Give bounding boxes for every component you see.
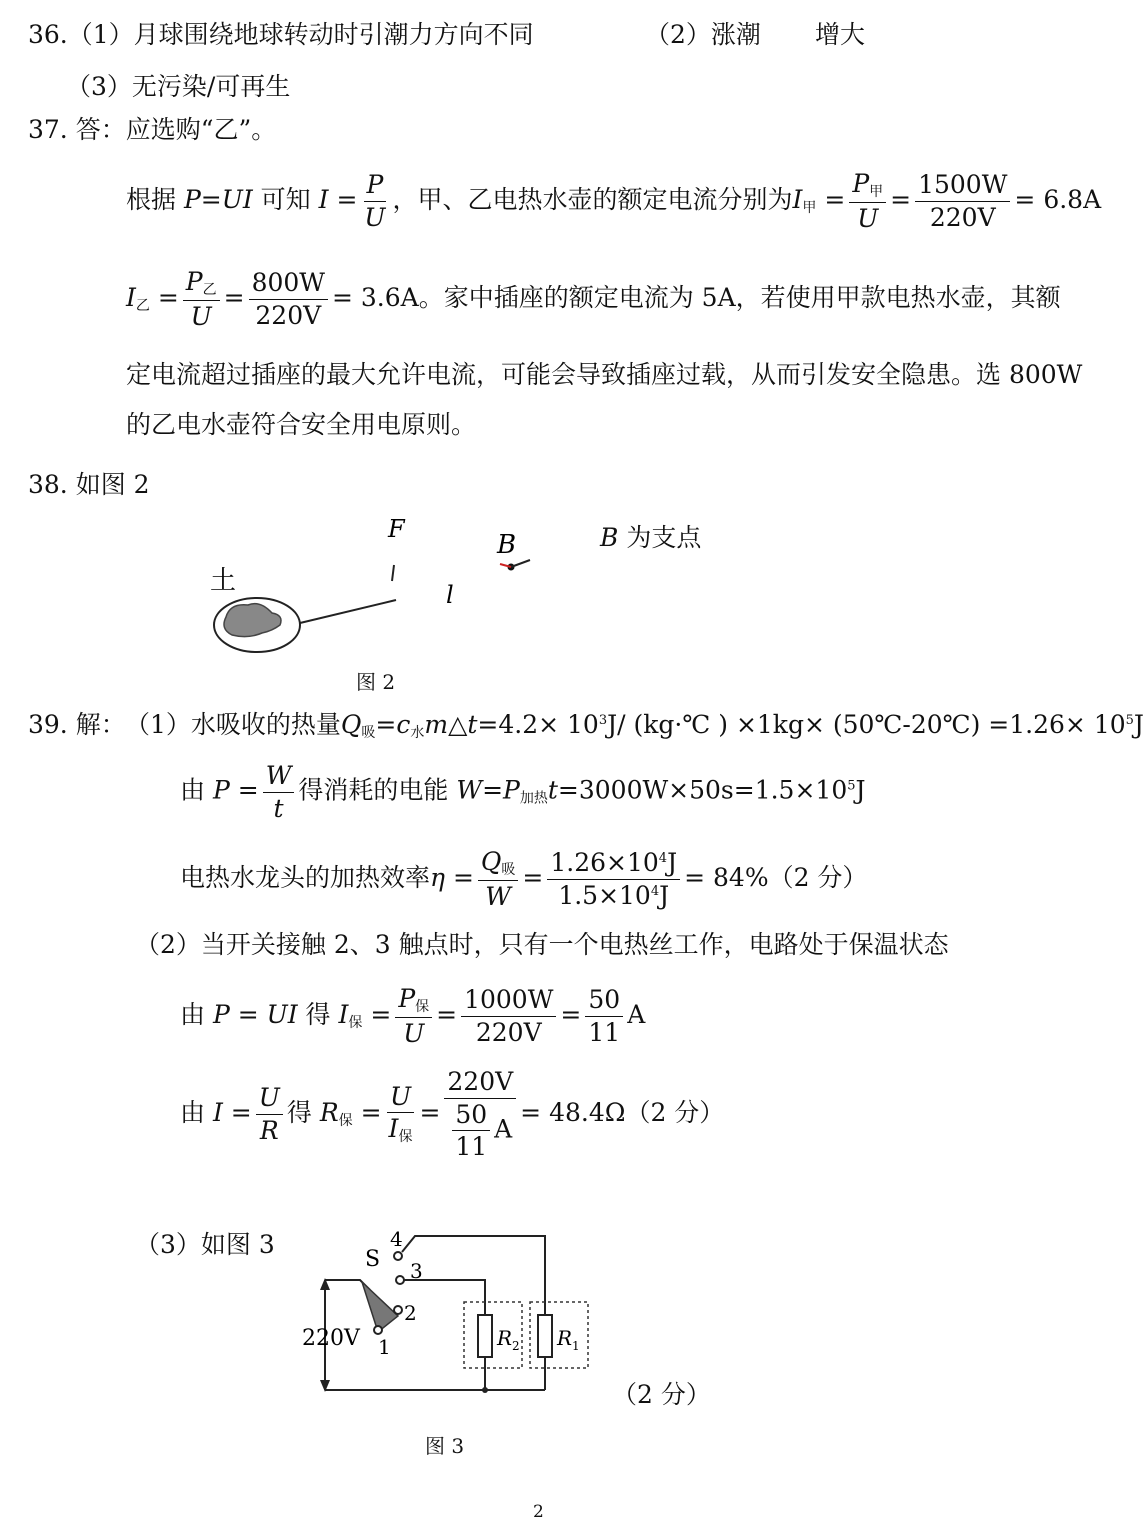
switch-label: S: [365, 1247, 381, 1272]
q39-step5: 由 P = UI 得 $I_保$ = $\frac{P_保}{U}$ = $\frac{1000W}{220V}$ = $\frac{50}{11}$ A: [180, 984, 646, 1049]
q37-line4: 的乙电水壶符合安全用电原则。: [126, 410, 477, 439]
pivot-bar: [511, 560, 530, 567]
q39-step2: 由 P = $\frac{W}{t}$ 得消耗的电能 $W=P_{加热}t=3000W\times 50s=1.5\times 10^5J$: [180, 761, 866, 823]
figure-2-caption: 图 2: [356, 670, 396, 694]
svg-text:1: 1: [378, 1335, 391, 1359]
figure-3-circuit: [290, 1220, 610, 1420]
svg-text:R: R: [497, 1326, 513, 1350]
resistor-r2: [478, 1315, 492, 1357]
pivot-label: B: [497, 530, 517, 560]
voltage-label: 220V: [302, 1326, 360, 1351]
q39-step3: 电热水龙头的加热效率η = $\frac{Q_吸}{W}$ = $\frac{1.26\times 10^4J}{1.5\times 10^4J}$ = 84%（2 分）: [180, 847, 868, 912]
resistor-r1: [538, 1315, 552, 1357]
rock-shape: [224, 604, 281, 637]
svg-text:R: R: [557, 1326, 573, 1350]
arm-label: l: [446, 581, 454, 609]
lever-bar: [300, 600, 396, 623]
q39-score: （2 分）: [612, 1380, 711, 1409]
svg-text:4: 4: [390, 1227, 403, 1251]
force-arrow: [392, 565, 394, 581]
q39-head: 39. 解：: [28, 710, 126, 739]
q37-head: 37. 答：应选购“乙”。: [28, 115, 277, 144]
q37-line3: 定电流超过插座的最大允许电流，可能会导致插座过载，从而引发安全隐患。选 800W: [126, 360, 1083, 389]
force-label: F: [388, 515, 405, 543]
q37-formula-line2: $I_乙$ = $\frac{P_乙}{U}$ = $\frac{800W}{220V}$ = 3.6A。家中插座的额定电流为 5A，若使用甲款电热水壶，其额: [126, 267, 1061, 332]
q36-answer2b: 增大: [815, 20, 866, 49]
figure-2-lever: [200, 505, 560, 665]
q39-part2: （2）当开关接触 2、3 触点时，只有一个电热丝工作，电路处于保温状态: [135, 930, 949, 959]
figure-3-caption: 图 3: [425, 1434, 465, 1458]
svg-text:1: 1: [572, 1339, 580, 1353]
q36-line1: 36.（1）月球围绕地球转动时引潮力方向不同: [28, 20, 534, 49]
svg-text:2: 2: [512, 1339, 520, 1353]
switch-blade: [362, 1282, 398, 1332]
svg-text:2: 2: [404, 1301, 417, 1325]
q39-step6: 由 I = $\frac{U}{R}$ 得 $R_保$ = $\frac{U}{I_保}$ = 220V $\frac{50}{11}$ A = 48.4Ω（2 分）: [180, 1067, 725, 1161]
q39-step1: （1）水吸收的热量$Q_吸=c_水m\triangle t=4.2\times 10^3J/$ (kg·℃ ) ×1kg× (50℃-20℃) $=1.26\times 10^5J$: [125, 710, 1144, 741]
svg-text:3: 3: [410, 1259, 423, 1283]
page-number: 2: [533, 1502, 544, 1522]
q37-formula-line1: 根据 P=UI 可知 I = $\frac{P}{U}$ ，甲、乙电热水壶的额定电流分别为$I_甲$ = $\frac{P_甲}{U}$ = $\frac{1500W}{220V}$ = 6.8A: [126, 169, 1102, 234]
q39-part3: （3）如图 3: [135, 1230, 275, 1259]
soil-label: 土: [210, 566, 237, 596]
q38-note: B 为支点: [600, 523, 702, 552]
q36-line2: （3）无污染/可再生: [66, 72, 291, 101]
q36-answer2: （2）涨潮: [645, 20, 761, 49]
q38-head: 38. 如图 2: [28, 470, 150, 499]
